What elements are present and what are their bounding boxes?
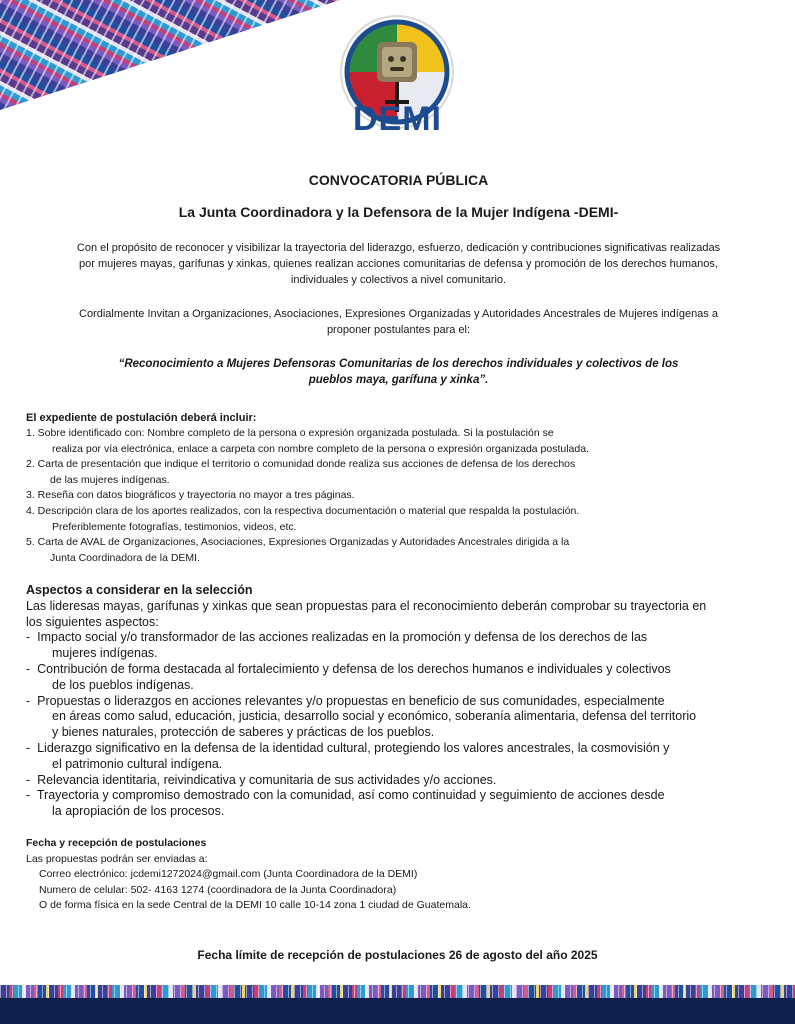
list-item-continuation: de los pueblos indígenas. [52, 677, 194, 692]
footer-bar [0, 998, 795, 1024]
list-item-continuation: realiza por vía electrónica, enlace a carpeta con nombre completo de la persona o expresión organizada postulada. [52, 442, 589, 455]
fecha-heading: Fecha y recepción de postulaciones [26, 836, 207, 849]
list-item [26, 694, 771, 741]
award-quote [104, 356, 694, 388]
demi-wordmark: DEMI [353, 100, 442, 138]
aspectos-intro-line: los siguientes aspectos: [26, 615, 159, 630]
invitation-paragraph [26, 306, 771, 338]
list-item-text: 4. Descripción clara de los aportes realizados, con la respectiva documentación o material que respalda la postulación. [26, 504, 580, 517]
list-item-continuation: la apropiación de los procesos. [52, 804, 225, 819]
intro-paragraph [26, 240, 771, 288]
list-item [26, 488, 771, 504]
aspectos-intro [26, 598, 771, 630]
aspectos-heading: Aspectos a considerar en la selección [26, 583, 253, 598]
contact-phone: Numero de celular: 502- 4163 1274 (coordinadora de la Junta Coordinadora) [39, 883, 397, 896]
list-item-text: Liderazgo significativo en la defensa de la identidad cultural, protegiendo los valores ancestrales, la cosmovisión y [37, 740, 670, 755]
list-item [26, 504, 771, 535]
list-item [26, 630, 771, 662]
contact-address: O de forma física en la sede Central de la DEMI 10 calle 10-14 zona 1 ciudad de Guatemala. [39, 899, 471, 912]
list-item-text: Relevancia identitaria, reivindicativa y comunitaria de sus actividades y/o acciones. [37, 772, 497, 787]
expediente-heading: El expediente de postulación deberá incluir: [26, 412, 257, 424]
list-item-text: Contribución de forma destacada al fortalecimiento y defensa de los derechos humanos e individuales y colectivos [37, 661, 671, 676]
list-item-continuation: en áreas como salud, educación, justicia, desarrollo social y económico, soberanía alimentaria, defensa del territorio [52, 709, 697, 724]
list-item-continuation: de las mujeres indígenas. [50, 473, 170, 486]
list-item-text: 2. Carta de presentación que indique el territorio o comunidad donde realiza sus acciones de defensa de los derechos [26, 458, 576, 471]
textile-decoration-corner [0, 0, 340, 110]
list-item-text: 5. Carta de AVAL de Organizaciones, Asociaciones, Expresiones Organizadas y Autoridades Ancestrales dirigida a la [26, 536, 570, 549]
invitation-line: proponer postulantes para el: [326, 324, 471, 336]
list-item-text: Impacto social y/o transformador de las acciones realizadas en la promoción y defensa de los derechos de las [37, 630, 648, 645]
list-item [26, 535, 771, 566]
aspectos-list [26, 630, 771, 820]
intro-line: Con el propósito de reconocer y visibilizar la trayectoria del liderazgo, esfuerzo, dedicación y contribuciones significativas realizadas [76, 242, 721, 254]
main-content [26, 172, 771, 914]
intro-line: individuales y colectivos a nivel comunitario. [290, 274, 507, 286]
list-item-continuation: mujeres indígenas. [52, 646, 158, 661]
expediente-list [26, 426, 771, 566]
textile-decoration-band [0, 985, 795, 998]
page-title: CONVOCATORIA PÚBLICA [308, 172, 489, 188]
contact-email: Correo electrónico: jcdemi1272024@gmail.com (Junta Coordinadora de la DEMI) [39, 868, 418, 881]
aspectos-intro-line: Las lideresas mayas, garífunas y xinkas que sean propuestas para el reconocimiento deberán comprobar su trayectoria en [26, 599, 707, 614]
list-item-text: Propuestas o liderazgos en acciones relevantes y/o propuestas en beneficio de sus comunidades, especialmente [37, 693, 665, 708]
invitation-line: Cordialmente Invitan a Organizaciones, Asociaciones, Expresiones Organizadas y Autoridades Ancestrales de Mujeres indígenas a [79, 308, 718, 320]
list-item [26, 426, 771, 457]
quote-line: pueblos maya, garífuna y xinka”. [308, 374, 489, 386]
list-item [26, 662, 771, 694]
deadline-notice: Fecha límite de recepción de postulaciones 26 de agosto del año 2025 [197, 948, 598, 962]
list-item [26, 788, 771, 820]
fecha-details [26, 852, 771, 914]
list-item-continuation: Junta Coordinadora de la DEMI. [50, 551, 200, 564]
fecha-intro: Las propuestas podrán ser enviadas a: [26, 852, 208, 865]
intro-line: por mujeres mayas, garífunas y xinkas, quienes realizan acciones comunitarias de defensa y promoción de los derechos humanos, [79, 258, 718, 270]
list-item [26, 773, 771, 789]
list-item-text: Trayectoria y compromiso demostrado con la comunidad, así como continuidad y seguimiento de acciones desde [36, 788, 665, 803]
list-item [26, 457, 771, 488]
list-item [26, 741, 771, 773]
list-item-continuation: el patrimonio cultural indígena. [52, 756, 223, 771]
quote-line: “Reconocimiento a Mujeres Defensoras Comunitarias de los derechos individuales y colectivos de los [118, 358, 679, 370]
list-item-continuation: y bienes naturales, protección de saberes y prácticas de los pueblos. [52, 725, 435, 740]
list-item-continuation: Preferiblemente fotografías, testimonios, videos, etc. [52, 520, 297, 533]
list-item-text: 3. Reseña con datos biográficos y trayectoria no mayor a tres páginas. [26, 489, 355, 502]
list-item-text: 1. Sobre identificado con: Nombre completo de la persona o expresión organizada postulada. Si la postulación se [26, 427, 554, 439]
page-subtitle: La Junta Coordinadora y la Defensora de la Mujer Indígena -DEMI- [178, 204, 619, 220]
